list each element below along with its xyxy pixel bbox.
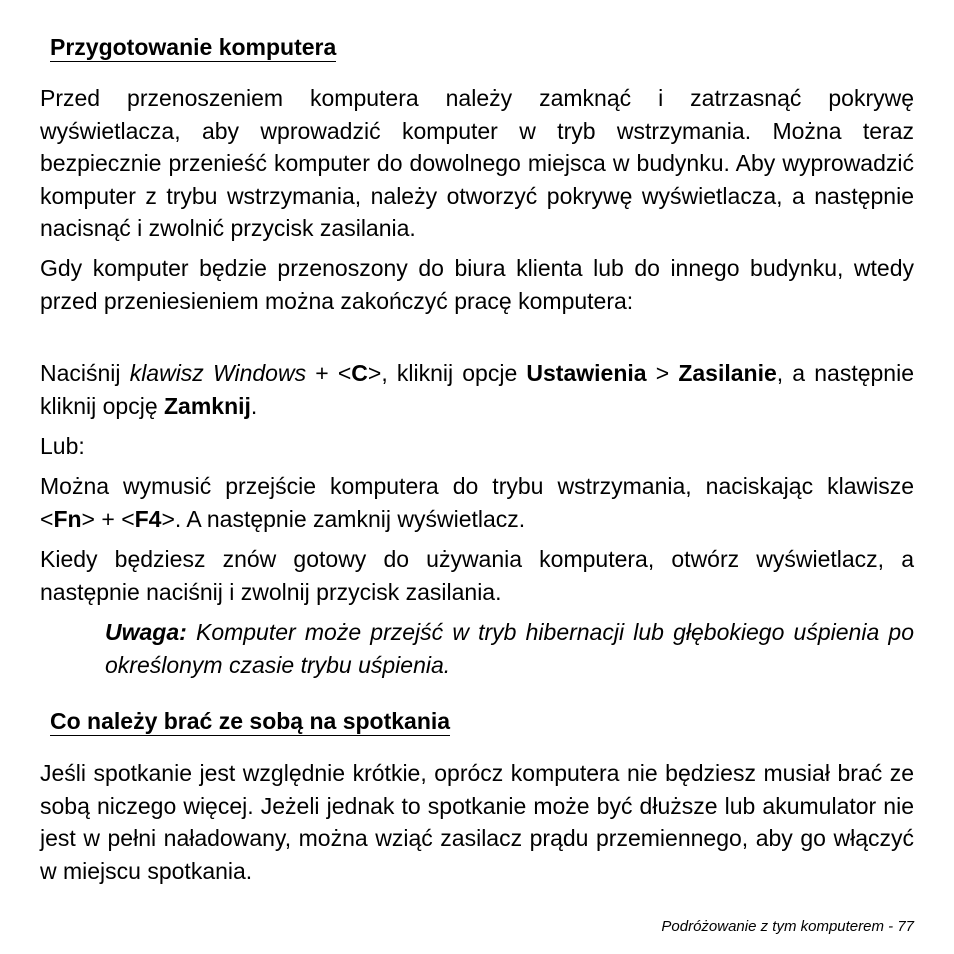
section-heading-meetings: Co należy brać ze sobą na spotkania bbox=[50, 708, 451, 734]
settings-option-text: Ustawienia bbox=[526, 360, 647, 386]
key-fn-text: Fn bbox=[53, 505, 82, 532]
power-option-text: Zasilanie bbox=[678, 360, 777, 386]
paragraph-shutdown-intro: Gdy komputer będzie przenoszony do biura klienta lub do innego budynku, wtedy przed przeniesieniem można zakończyć pracę komputera: bbox=[40, 255, 914, 314]
paragraph-or: Lub: bbox=[40, 433, 85, 459]
text-segment: >. A następnie zamknij wyświetlacz. bbox=[161, 505, 526, 532]
text-segment: > + < bbox=[81, 505, 135, 532]
text-segment: >, kliknij opcje bbox=[367, 360, 527, 386]
text-segment: + < bbox=[306, 360, 352, 386]
text-segment: > bbox=[646, 360, 679, 386]
paragraph-force-sleep bbox=[40, 470, 914, 535]
section-heading-preparing-computer: Przygotowanie komputera bbox=[50, 34, 337, 60]
text-segment: Naciśnij bbox=[40, 360, 130, 386]
key-c-text: C bbox=[351, 360, 368, 386]
paragraph-resume: Kiedy będziesz znów gotowy do używania komputera, otwórz wyświetlacz, a następnie naciśnij i zwolnij przycisk zasilania. bbox=[40, 546, 914, 605]
text-segment: Można wymusić przejście komputera do trybu wstrzymania, naciskając klawisze < bbox=[40, 473, 914, 532]
note-label: Uwaga: bbox=[105, 619, 187, 645]
page-number: 77 bbox=[897, 918, 914, 935]
paragraph-meetings: Jeśli spotkanie jest względnie krótkie, oprócz komputera nie będziesz musiał brać ze sobą niczego więcej. Jeżeli jednak to spotkanie może być dłuższe lub akumulator nie jest w pełni naładowany, można wziąć zasilacz prądu przemiennego, aby go włączyć w miejscu spotkania. bbox=[40, 760, 914, 884]
key-f4-text: F4 bbox=[134, 505, 162, 532]
page-footer bbox=[661, 918, 914, 935]
shutdown-option-text: Zamknij bbox=[164, 392, 251, 419]
footer-chapter-title: Podróżowanie z tym komputerem - bbox=[661, 918, 898, 935]
paragraph-moving-computer: Przed przenoszeniem komputera należy zamknąć i zatrzasnąć pokrywę wyświetlacza, aby wprowadzić komputer w tryb wstrzymania. Można teraz bezpiecznie przenieść komputer do dowolnego miejsca w budynku. Aby wyprowadzić komputer z trybu wstrzymania, należy otworzyć pokrywę wyświetlacza, a następnie nacisnąć i zwolnić przycisk zasilania. bbox=[40, 85, 914, 241]
paragraph-shutdown-steps bbox=[40, 357, 914, 422]
text-segment: , a następnie kliknij opcję bbox=[40, 360, 914, 419]
note-text: Komputer może przejść w tryb hibernacji lub głębokiego uśpienia po określonym czasie trybu uśpienia. bbox=[105, 619, 914, 678]
windows-key-text: klawisz Windows bbox=[129, 360, 307, 386]
note-hibernation bbox=[105, 616, 914, 681]
text-segment: . bbox=[250, 392, 258, 419]
